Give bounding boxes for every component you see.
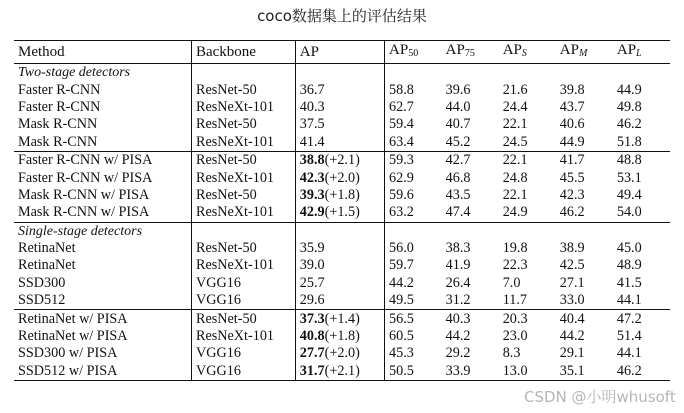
ap75-cell: 40.3	[442, 310, 499, 328]
section-label: Single-stage detectors	[14, 222, 191, 240]
empty-cell	[191, 222, 295, 240]
ap75-cell: 39.6	[445, 81, 471, 98]
header-ap: AP	[295, 41, 384, 64]
apl-cell: 46.2	[613, 363, 670, 381]
apm-cell: 42.3	[559, 186, 585, 203]
ap75-cell: 44.0	[445, 98, 471, 115]
ap75-cell: 33.9	[442, 363, 499, 381]
page-title: coco数据集上的评估结果	[257, 7, 427, 25]
ap-cell: 36.7	[295, 81, 384, 98]
ap-cell	[295, 151, 384, 169]
table-row	[14, 257, 670, 274]
apm-cell: 39.8	[559, 81, 585, 98]
method-cell: SSD300 w/ PISA	[18, 345, 118, 362]
backbone-cell: ResNet-50	[191, 116, 295, 133]
backbone-cell: ResNeXt-101	[191, 99, 295, 116]
table-row	[14, 116, 670, 133]
method-cell: SSD512	[18, 292, 66, 309]
ap-cell: 40.3	[295, 99, 384, 116]
aps-cell: 24.4	[502, 98, 528, 115]
watermark: CSDN @小明whusoft	[524, 388, 676, 406]
ap-cell: 39.0	[295, 257, 384, 274]
ap-value-bold: 38.8	[299, 152, 325, 169]
apm-cell: 44.2	[559, 328, 585, 345]
apm-cell: 44.9	[559, 133, 585, 150]
ap-cell: 25.7	[295, 275, 384, 292]
table-row	[14, 151, 670, 169]
empty-cell	[385, 64, 670, 82]
apm-cell: 43.7	[559, 98, 585, 115]
aps-cell: 24.5	[502, 133, 528, 150]
ap75-cell: 29.2	[445, 345, 471, 362]
apm-cell: 41.7	[556, 151, 613, 169]
table-row	[14, 99, 670, 116]
header-row	[14, 41, 670, 64]
apl-cell: 48.8	[613, 151, 670, 169]
ap-cell	[295, 328, 384, 345]
apl-cell: 44.1	[616, 345, 642, 362]
ap50-cell: 56.0	[385, 240, 442, 257]
ap-cell: 41.4	[295, 134, 384, 152]
apl-cell: 51.4	[616, 328, 642, 345]
ap50-cell: 63.2	[385, 204, 442, 222]
aps-cell: 24.9	[502, 204, 528, 221]
ap75-cell: 41.9	[445, 257, 471, 274]
ap-delta: (+1.4)	[324, 310, 360, 327]
apl-cell: 53.1	[616, 169, 642, 186]
apm-cell: 45.5	[559, 169, 585, 186]
apm-cell: 40.6	[559, 116, 585, 133]
table-row	[14, 310, 670, 328]
ap-delta: (+2.1)	[324, 362, 360, 379]
table-row	[14, 81, 670, 98]
ap-value-bold: 39.3	[299, 186, 325, 203]
table-row	[14, 363, 670, 381]
table-row	[14, 204, 670, 222]
header-apm: $AP_M$	[556, 41, 613, 64]
backbone-cell: ResNeXt-101	[191, 169, 295, 186]
aps-cell: 23.0	[502, 328, 528, 345]
method-cell: Faster R-CNN w/ PISA	[18, 169, 153, 186]
ap50-cell: 60.5	[385, 328, 442, 345]
apl-cell: 47.2	[613, 310, 670, 328]
ap50-cell: 63.4	[385, 134, 442, 152]
ap50-cell: 59.6	[385, 187, 442, 204]
backbone-cell: ResNet-50	[191, 310, 295, 328]
results-table	[14, 40, 670, 381]
apl-cell: 49.4	[616, 186, 642, 203]
empty-cell	[295, 64, 384, 82]
aps-cell: 8.3	[502, 345, 521, 362]
ap-cell: 29.6	[295, 292, 384, 310]
ap50-cell: 59.7	[385, 257, 442, 274]
aps-cell: 21.6	[502, 81, 528, 98]
empty-cell	[295, 222, 384, 240]
ap75-cell: 47.4	[445, 204, 471, 221]
ap-cell: 37.5	[295, 116, 384, 133]
aps-cell: 20.3	[499, 310, 556, 328]
method-cell: Mask R-CNN w/ PISA	[18, 204, 150, 221]
ap-value-bold: 37.3	[299, 310, 325, 327]
method-cell: SSD512 w/ PISA	[14, 363, 191, 381]
apl-cell: 51.8	[616, 133, 642, 150]
aps-cell: 22.3	[502, 257, 528, 274]
ap-value-bold: 40.8	[299, 328, 325, 345]
apl-cell: 44.1	[616, 292, 642, 309]
table-row	[14, 134, 670, 152]
header-apl: $AP_L$	[613, 41, 670, 64]
ap-cell	[295, 345, 384, 362]
method-cell: Mask R-CNN w/ PISA	[18, 186, 150, 203]
table-row	[14, 345, 670, 362]
ap50-cell: 50.5	[385, 363, 442, 381]
apm-cell: 42.5	[559, 257, 585, 274]
table-row	[14, 328, 670, 345]
empty-cell	[385, 222, 670, 240]
header-ap50: $AP_{50}$	[385, 41, 442, 64]
backbone-cell: ResNeXt-101	[191, 204, 295, 222]
backbone-cell: VGG16	[191, 363, 295, 381]
apm-cell: 33.0	[559, 292, 585, 309]
apm-cell: 29.1	[559, 345, 585, 362]
method-cell: Mask R-CNN	[18, 116, 98, 133]
aps-cell: 24.8	[502, 169, 528, 186]
ap-cell: 35.9	[295, 240, 384, 257]
table-row	[14, 292, 670, 310]
method-cell: Faster R-CNN w/ PISA	[14, 151, 191, 169]
apl-cell: 44.9	[616, 81, 642, 98]
ap-cell	[295, 187, 384, 204]
ap-cell	[295, 310, 384, 328]
backbone-cell: ResNeXt-101	[191, 134, 295, 152]
ap-cell	[295, 169, 384, 186]
apl-cell: 41.5	[616, 274, 642, 291]
ap75-cell: 26.4	[445, 274, 471, 291]
method-cell: RetinaNet	[18, 240, 76, 257]
ap-value-bold: 42.3	[299, 169, 325, 186]
ap-value-bold: 42.9	[299, 204, 325, 221]
ap50-cell: 56.5	[385, 310, 442, 328]
backbone-cell: ResNeXt-101	[191, 257, 295, 274]
ap50-cell: 62.7	[385, 99, 442, 116]
ap50-cell: 62.9	[385, 169, 442, 186]
section-label-row	[14, 222, 670, 240]
apl-cell: 48.9	[616, 257, 642, 274]
ap75-cell: 42.7	[442, 151, 499, 169]
backbone-cell: ResNet-50	[191, 81, 295, 98]
ap75-cell: 45.2	[445, 133, 471, 150]
method-cell: Faster R-CNN	[18, 98, 101, 115]
table-row	[14, 275, 670, 292]
aps-cell: 11.7	[502, 292, 528, 309]
ap-delta: (+2.1)	[324, 152, 360, 169]
ap50-cell: 59.4	[385, 116, 442, 133]
method-cell: Faster R-CNN	[18, 81, 101, 98]
backbone-cell: ResNet-50	[191, 240, 295, 257]
aps-cell: 22.1	[502, 116, 528, 133]
aps-cell: 7.0	[502, 274, 521, 291]
empty-cell	[191, 64, 295, 82]
table-row	[14, 240, 670, 257]
ap75-cell: 43.5	[445, 186, 471, 203]
apl-cell: 45.0	[616, 240, 642, 257]
table-row	[14, 169, 670, 186]
header-backbone: Backbone	[191, 41, 295, 64]
ap-delta: (+1.8)	[324, 186, 360, 203]
backbone-cell: ResNet-50	[191, 151, 295, 169]
ap-cell	[295, 204, 384, 222]
header-ap75: $AP_{75}$	[442, 41, 499, 64]
header-method: Method	[14, 41, 191, 64]
aps-cell: 13.0	[499, 363, 556, 381]
ap75-cell: 31.2	[445, 292, 471, 309]
backbone-cell: VGG16	[191, 292, 295, 310]
apm-cell: 38.9	[559, 240, 585, 257]
aps-cell: 19.8	[502, 240, 528, 257]
apm-cell: 27.1	[559, 274, 585, 291]
apm-cell: 40.4	[556, 310, 613, 328]
table-row	[14, 187, 670, 204]
aps-cell: 22.1	[499, 151, 556, 169]
apl-cell: 49.8	[616, 98, 642, 115]
ap-delta: (+2.0)	[324, 169, 360, 186]
backbone-cell: ResNet-50	[191, 187, 295, 204]
method-cell: RetinaNet w/ PISA	[14, 310, 191, 328]
ap75-cell: 46.8	[445, 169, 471, 186]
header-aps: $AP_S$	[499, 41, 556, 64]
backbone-cell: VGG16	[191, 275, 295, 292]
ap-cell	[295, 363, 384, 381]
apl-cell: 54.0	[616, 204, 642, 221]
method-cell: Mask R-CNN	[18, 133, 98, 150]
ap50-cell: 49.5	[385, 292, 442, 310]
section-label-row	[14, 64, 670, 82]
table-body	[14, 64, 670, 381]
method-cell: RetinaNet	[18, 257, 76, 274]
apl-cell: 46.2	[616, 116, 642, 133]
aps-cell: 22.1	[502, 186, 528, 203]
ap50-cell: 45.3	[385, 345, 442, 362]
ap-delta: (+1.5)	[324, 204, 360, 221]
ap50-cell: 44.2	[385, 275, 442, 292]
ap50-cell: 58.8	[385, 81, 442, 98]
apm-cell: 35.1	[556, 363, 613, 381]
ap75-cell: 40.7	[445, 116, 471, 133]
section-label: Two-stage detectors	[18, 65, 131, 81]
ap50-cell: 59.3	[385, 151, 442, 169]
ap75-cell: 38.3	[445, 240, 471, 257]
backbone-cell: ResNeXt-101	[191, 328, 295, 345]
ap75-cell: 44.2	[445, 328, 471, 345]
ap-delta: (+2.0)	[324, 345, 360, 362]
ap-delta: (+1.8)	[324, 328, 360, 345]
method-cell: SSD300	[18, 274, 66, 291]
ap-value-bold: 27.7	[299, 345, 325, 362]
ap-value-bold: 31.7	[299, 362, 325, 379]
apm-cell: 46.2	[559, 204, 585, 221]
backbone-cell: VGG16	[191, 345, 295, 362]
method-cell: RetinaNet w/ PISA	[18, 328, 128, 345]
